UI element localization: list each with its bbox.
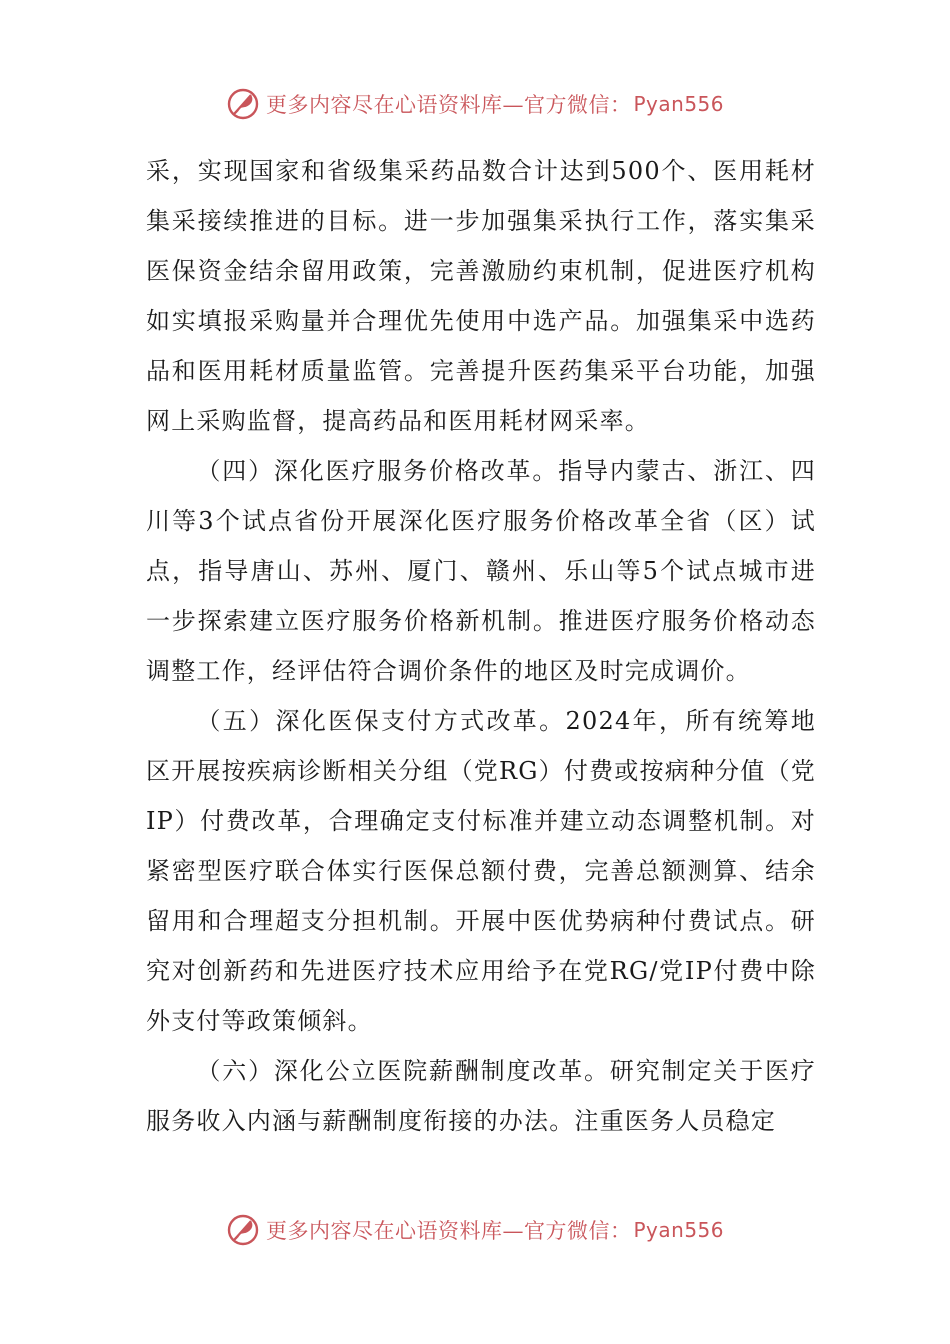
paragraph: 采，实现国家和省级集采药品数合计达到500个、医用耗材集采接续推进的目标。进一步加强集采执行工作，落实集采医保资金结余留用政策，完善激励约束机制，促进医疗机构如实填报采购量并合理优先使用中选产品。加强集采中选药品和医用耗材质量监管。完善提升医药集采平台功能，加强网上采购监督，提高药品和医用耗材网采率。 bbox=[146, 157, 816, 435]
body-text bbox=[146, 146, 816, 1146]
watermark-wechat-id: Pyan556 bbox=[633, 1218, 724, 1242]
watermark-text: 更多内容尽在心语资料库—官方微信： bbox=[265, 93, 632, 117]
quill-logo-icon bbox=[226, 1213, 260, 1247]
watermark-text: 更多内容尽在心语资料库—官方微信： bbox=[265, 1219, 632, 1243]
paragraph: （六）深化公立医院薪酬制度改革。研究制定关于医疗服务收入内涵与薪酬制度衔接的办法。注重医务人员稳定 bbox=[146, 1057, 816, 1135]
paragraph: （五）深化医保支付方式改革。2024年，所有统筹地区开展按疾病诊断相关分组（党RG）付费或按病种分值（党IP）付费改革，合理确定支付标准并建立动态调整机制。对紧密型医疗联合体实行医保总额付费，完善总额测算、结余留用和合理超支分担机制。开展中医优势病种付费试点。研究对创新药和先进医疗技术应用给予在党RG/党IP付费中除外支付等政策倾斜。 bbox=[146, 707, 816, 1035]
footer-watermark bbox=[0, 1210, 950, 1250]
quill-logo-icon bbox=[226, 87, 260, 121]
watermark-wechat-id: Pyan556 bbox=[633, 92, 724, 116]
header-watermark bbox=[0, 84, 950, 124]
paragraph: （四）深化医疗服务价格改革。指导内蒙古、浙江、四川等3个试点省份开展深化医疗服务价格改革全省（区）试点，指导唐山、苏州、厦门、赣州、乐山等5个试点城市进一步探索建立医疗服务价格新机制。推进医疗服务价格动态调整工作，经评估符合调价条件的地区及时完成调价。 bbox=[146, 457, 816, 685]
